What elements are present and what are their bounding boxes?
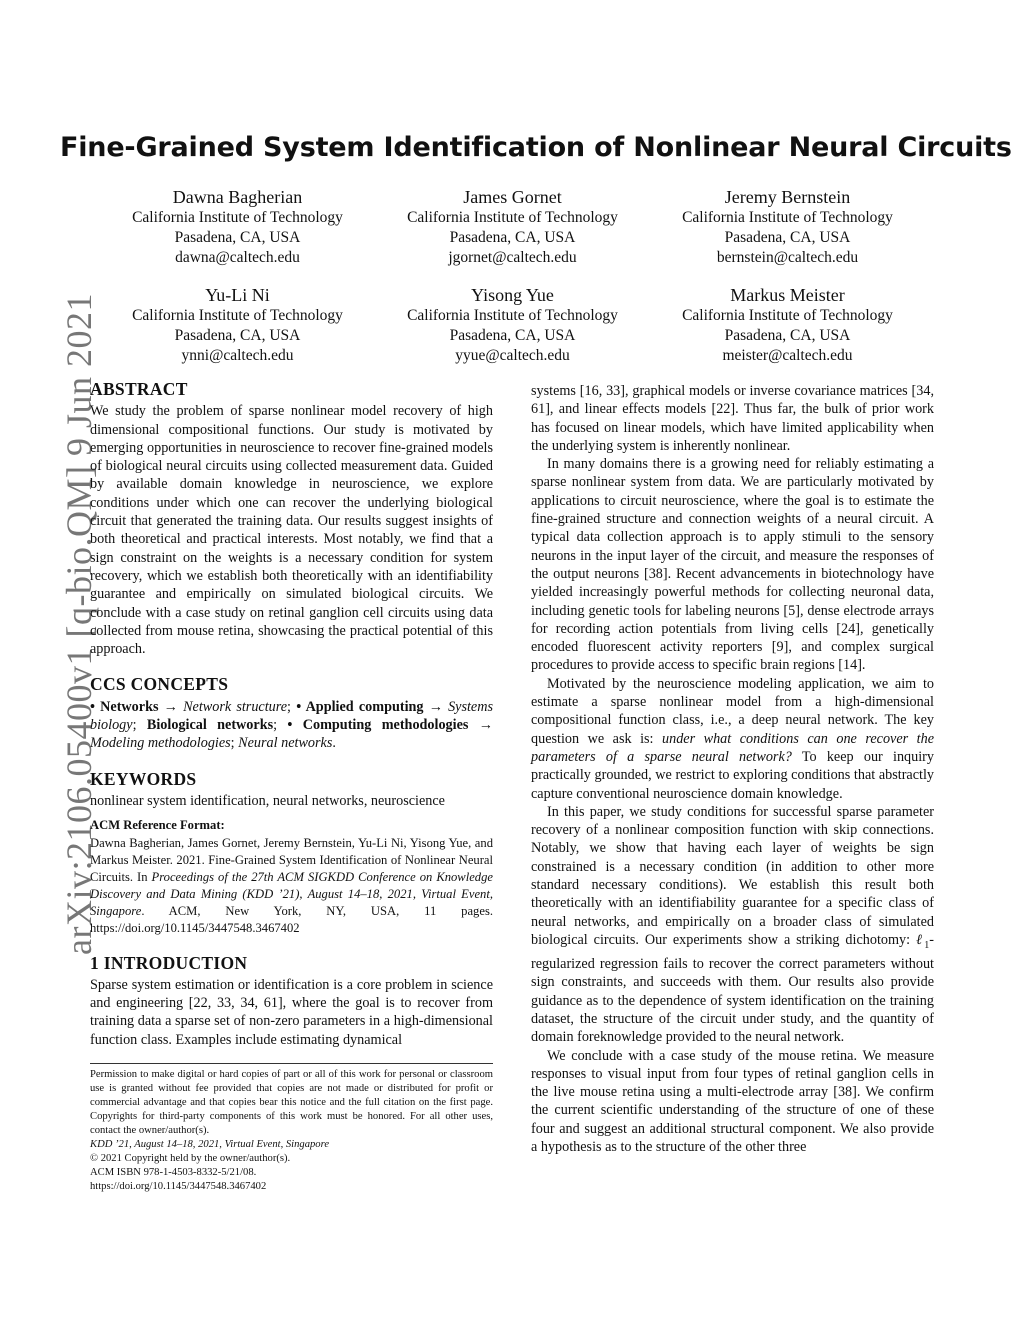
author-email: yyue@caltech.edu: [455, 347, 570, 364]
ccs-sep: ;: [287, 698, 297, 715]
ccs-term: • Applied computing: [296, 698, 424, 715]
ccs-term: Network structure: [183, 698, 288, 715]
author-card: [100, 186, 375, 268]
abstract-text: We study the problem of sparse nonlinear model recovery of high dimensional compositional functions. Our study is motivated by emerging opportunities in neuroscience to recover fine-grained models of biological neural circuits using collected measurement data. Guided by available domain knowledge in neuroscience, we explore conditions under which one can recover the underlying biological circuit that generated the training data. Our results suggest insights of both theoretical and practical interests. Most notably, we find that a sign constraint on the weights is a necessary condition for system recovery, which we establish both theoretically with an identifiability guarantee and empirically on simulated biological circuits. We conclude with a case study on retinal ganglion cell circuits using data collected from mouse retina, showcasing the practical potential of this approach.: [90, 403, 493, 658]
ccs-heading: CCS CONCEPTS: [90, 674, 229, 695]
author-affiliation: California Institute of Technology: [407, 209, 618, 226]
author-card: [100, 284, 375, 366]
ell-symbol: ℓ: [915, 931, 925, 948]
keywords-heading: KEYWORDS: [90, 768, 197, 789]
intro-heading: 1 INTRODUCTION: [90, 952, 248, 973]
permission-footnote: [90, 1063, 493, 1194]
ccs-sep: →: [158, 698, 184, 715]
author-location: Pasadena, CA, USA: [449, 229, 576, 246]
ccs-term: • Networks: [90, 698, 159, 715]
author-name: James Gornet: [463, 187, 562, 207]
ell-subscript: 1: [924, 939, 930, 951]
abstract-heading: ABSTRACT: [90, 379, 188, 399]
author-affiliation: California Institute of Technology: [682, 209, 893, 226]
copyright-line: © 2021 Copyright held by the owner/author(s).: [90, 1153, 291, 1164]
permission-text: Permission to make digital or hard copies of part or all of this work for personal or classroom use is granted without fee provided that copies are not made or distributed for profit or commercial advantage and that copies bear this notice and the full citation on the first page. Copyrights for third-party components of this work must be honored. For all other uses, contact the owner/author(s).: [90, 1069, 493, 1136]
author-name: Dawna Bagherian: [172, 187, 303, 207]
arxiv-id: arXiv:2106.05400v1 [q-bio.QM] 9 Jun 2021: [59, 293, 99, 955]
author-email: jgornet@caltech.edu: [448, 249, 577, 266]
paper-title: Fine-Grained System Identification of Nonlinear Neural Circuits: [60, 132, 1012, 163]
ccs-term: Biological networks: [146, 717, 274, 734]
right-column: [531, 382, 934, 1156]
body-text: To keep our inquiry practically grounded, we restrict to exploring conditions that abstractly capture conventional neuroscience domain knowledge.: [531, 748, 934, 802]
author-name: Yisong Yue: [471, 285, 554, 305]
arxiv-watermark: [18, 293, 99, 955]
author-location: Pasadena, CA, USA: [449, 327, 576, 344]
author-card: [375, 186, 650, 268]
author-card: [375, 284, 650, 366]
body-paragraph: [531, 675, 934, 803]
ccs-term: Neural networks: [238, 735, 333, 752]
ccs-term: • Computing methodologies: [287, 717, 469, 734]
ccs-sep: ;: [230, 735, 239, 752]
author-location: Pasadena, CA, USA: [724, 229, 851, 246]
ccs-concepts: [90, 698, 493, 753]
body-text: Motivated by the neuroscience modeling application, we aim to estimate a sparse nonlinear model from a high-dimensional compositional function class, i.e., a deep neural network. The key question we ask is:: [531, 675, 934, 747]
acm-ref-authors: Dawna Bagherian, James Gornet, Jeremy Bernstein, Yu-Li Ni, Yisong Yue, and Markus Meister. 2021. Fine-Grained System Identification of Nonlinear Neural Circuits. In: [90, 835, 493, 884]
body-text: In this paper, we study conditions for successful sparse parameter recovery of a nonlinear composition function with skip connections. Notably, we show that having each layer of weights be sign constrained is a necessary condition (in addition to other more standard necessary conditions). We establish this result both theoretically with an identifiability guarantee for a specific class of neural networks, and empirically on a broader class of simulated biological circuits. Our experiments show a striking dichotomy:: [531, 803, 934, 948]
author-affiliation: California Institute of Technology: [132, 209, 343, 226]
body-paragraph: In many domains there is a growing need for reliably estimating a sparse nonlinear system from data. We are particularly motivated by applications to circuit neuroscience, where the goal is to estimate the fine-grained structure and connection weights of a neural circuit. A typical data collection approach is to apply stimuli to the sensory neurons in the input layer of the circuit, and measure the responses of the output neurons [38]. Recent advancements in biotechnology have yielded increasingly powerful methods for collecting neuronal data, including genetic tools for labeling neurons [5], dense electrode arrays for recording action potentials from living cells [24], genetically encoded fluorescent activity reporters [9], and complex surgical procedures to provide access to specific brain regions [14].: [531, 456, 934, 674]
isbn-line: ACM ISBN 978-1-4503-8332-5/21/08.: [90, 1167, 257, 1178]
acm-ref-venue: Proceedings of the 27th ACM SIGKDD Conference on Knowledge Discovery and Data Mining (KDD ’21), August 14–18, 2021, Virtual Event, Singapore: [90, 869, 493, 918]
body-paragraph: systems [16, 33], graphical models or inverse covariance matrices [34, 61], and linear effects models [22]. Thus far, the bulk of prior work has focused on linear models, which have limited applicability when the underlying system is inherently nonlinear.: [531, 383, 934, 454]
author-email: bernstein@caltech.edu: [716, 249, 859, 266]
author-email: meister@caltech.edu: [722, 347, 853, 364]
left-column: [90, 380, 493, 1049]
body-text: -regularized regression fails to recover the correct parameters without sign constraints, and succeeds with them. Our results also provide guidance as to the dependence of system identification on the training dataset, the structure of the circuit under study, and the quantity of domain foreknowledge provided to the neural network.: [531, 931, 934, 1046]
author-email: dawna@caltech.edu: [175, 249, 300, 266]
ccs-sep: .: [332, 735, 336, 752]
key-question: under what conditions can one recover the parameters of a sparse neural network?: [531, 730, 934, 765]
author-location: Pasadena, CA, USA: [174, 327, 301, 344]
author-card: [650, 284, 925, 366]
ccs-sep: →: [468, 717, 493, 734]
ccs-sep: ;: [273, 717, 288, 734]
author-affiliation: California Institute of Technology: [407, 307, 618, 324]
ccs-term: Systems biology: [90, 698, 493, 734]
keywords-text: nonlinear system identification, neural networks, neuroscience: [90, 792, 445, 809]
author-name: Jeremy Bernstein: [724, 187, 851, 207]
author-location: Pasadena, CA, USA: [724, 327, 851, 344]
body-paragraph: [531, 803, 934, 1047]
author-email: ynni@caltech.edu: [181, 347, 294, 364]
ccs-sep: →: [423, 698, 449, 715]
author-affiliation: California Institute of Technology: [132, 307, 343, 324]
acm-ref-doi: . ACM, New York, NY, USA, 11 pages. https://doi.org/10.1145/3447548.3467402: [90, 903, 493, 935]
author-location: Pasadena, CA, USA: [174, 229, 301, 246]
conference-line: [90, 1138, 493, 1152]
author-name: Markus Meister: [730, 285, 845, 305]
doi-line: https://doi.org/10.1145/3447548.3467402: [90, 1181, 267, 1192]
acm-ref-heading: ACM Reference Format:: [90, 818, 225, 833]
author-name: Yu-Li Ni: [205, 285, 270, 305]
acm-ref-text: [90, 835, 493, 937]
body-paragraph: We conclude with a case study of the mouse retina. We measure responses to visual input from four types of retinal ganglion cells in the live mouse retina using a multi-electrode array [38]. We confirm the current scientific understanding of the structure of one of these four and suggest an additional structural component. We also provide a hypothesis as to the structure of the other three: [531, 1047, 934, 1155]
intro-paragraph: Sparse system estimation or identification is a core problem in science and engineering [22, 33, 34, 61], where the goal is to recover from training data a sparse set of non-zero parameters in a high-dimensional function class. Examples include estimating dynamical: [90, 976, 493, 1048]
ccs-term: Modeling methodologies: [90, 735, 231, 752]
author-affiliation: California Institute of Technology: [682, 307, 893, 324]
conference-name: KDD ’21, August 14–18, 2021, Virtual Event, Singapore: [90, 1139, 330, 1150]
author-card: [650, 186, 925, 268]
ccs-sep: ;: [132, 717, 147, 734]
